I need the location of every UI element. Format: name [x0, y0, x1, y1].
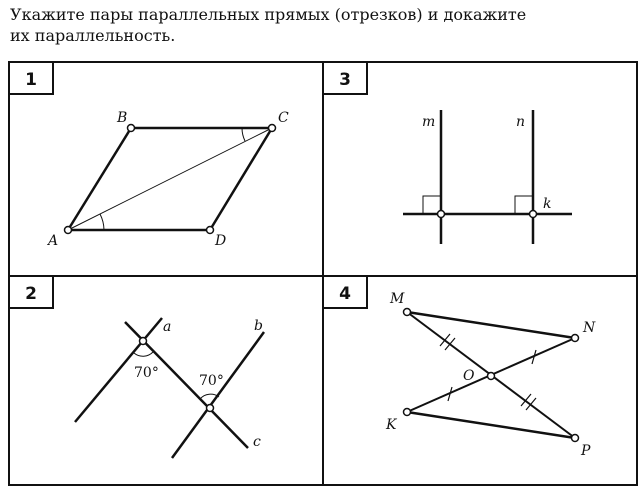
label-K: K: [386, 417, 397, 433]
label-C: C: [278, 110, 289, 126]
label-c: c: [253, 434, 261, 450]
point-O: [488, 373, 495, 380]
panel-4-number-box: [323, 276, 367, 308]
task-line-2: их параллельность.: [10, 26, 176, 45]
segment-MN: [407, 312, 575, 338]
point-b-c: [207, 405, 214, 412]
angle-arc-C: [242, 128, 245, 141]
panel-1-parallelogram: [46, 110, 289, 249]
point-B: [128, 125, 135, 132]
line-b: [172, 332, 264, 458]
panel-4-crossing-segments: [385, 291, 596, 459]
panel-2-transversal: [75, 318, 264, 458]
label-B: B: [117, 110, 128, 126]
panel-1-number-box: [9, 62, 53, 94]
label-O: O: [463, 368, 475, 384]
label-m: m: [422, 114, 436, 130]
point-a-c: [140, 338, 147, 345]
label-a: a: [163, 319, 172, 335]
point-n-k: [530, 211, 537, 218]
panel-4-number: 4: [339, 284, 351, 304]
label-k: k: [543, 196, 552, 212]
label-P: P: [581, 443, 591, 459]
label-D: D: [215, 233, 227, 249]
label-M: M: [390, 291, 405, 307]
panel-3-perpendiculars: [403, 110, 572, 244]
point-C: [269, 125, 276, 132]
segment-KP: [407, 412, 575, 438]
label-b: b: [254, 318, 263, 334]
point-K: [404, 409, 411, 416]
point-N: [572, 335, 579, 342]
label-N: N: [583, 320, 596, 336]
panel-3-number: 3: [339, 70, 351, 90]
task-line-1: Укажите пары параллельных прямых (отрезков) и докажите: [10, 5, 527, 24]
angle-label-1: 70°: [134, 365, 159, 381]
point-m-k: [438, 211, 445, 218]
panel-2-number: 2: [25, 284, 37, 304]
point-P: [572, 435, 579, 442]
label-A: A: [48, 233, 59, 249]
point-D: [207, 227, 214, 234]
angle-arc-A: [100, 214, 104, 230]
panel-1-number: 1: [25, 70, 37, 90]
label-n: n: [516, 114, 526, 130]
point-A: [65, 227, 72, 234]
panel-2-number-box: [9, 276, 53, 308]
angle-arc-a: [134, 352, 153, 356]
panel-3-number-box: [323, 62, 367, 94]
point-M: [404, 309, 411, 316]
angle-label-2: 70°: [199, 373, 224, 389]
